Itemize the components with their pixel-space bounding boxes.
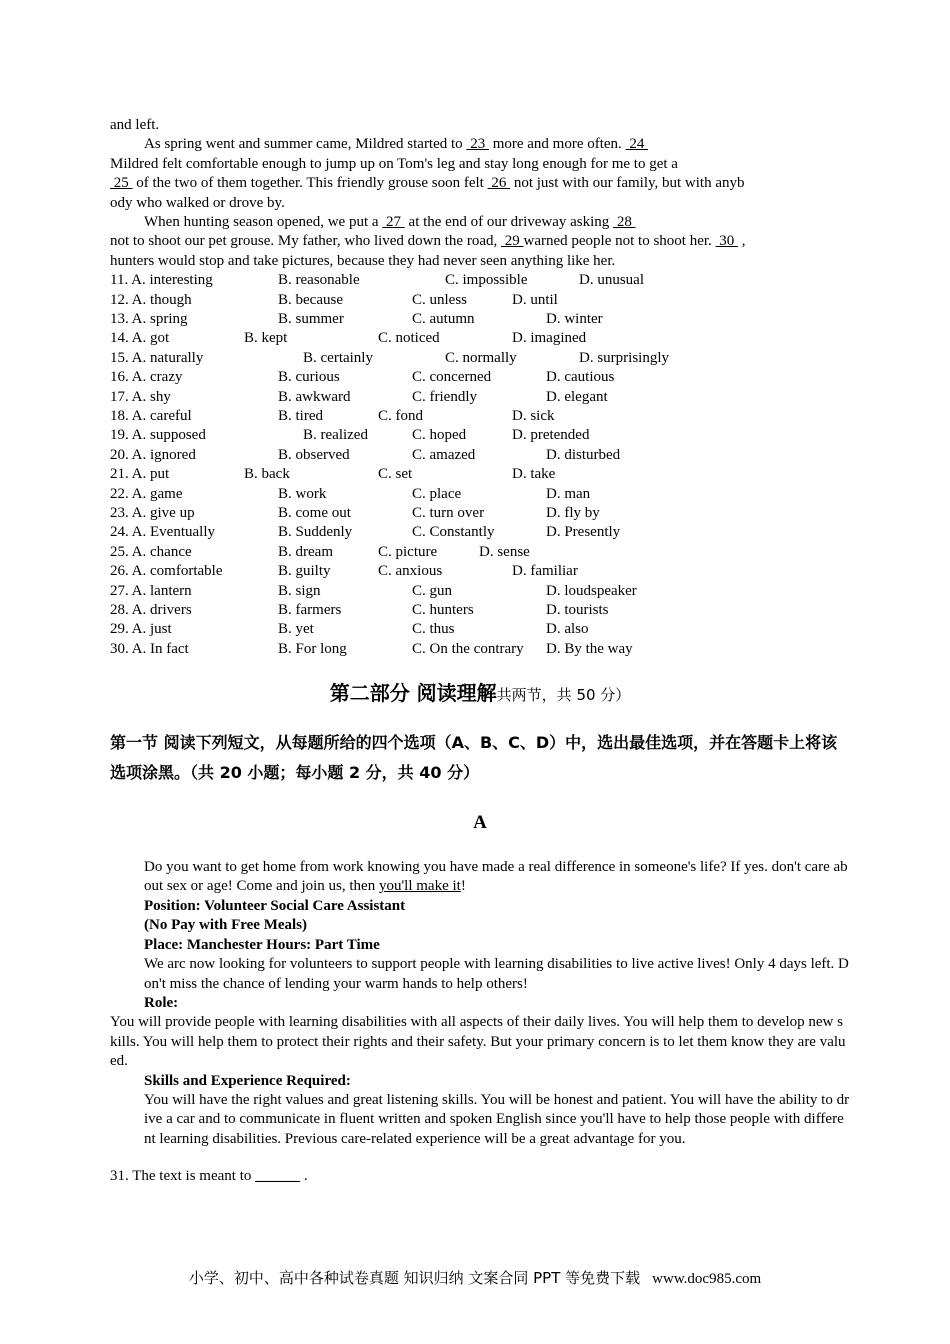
answer-blank: ______ [255,1168,301,1185]
pay-line: (No Pay with Free Meals) [144,917,308,934]
option-b: B. curious [278,369,340,386]
skills-heading: Skills and Experience Required: [144,1072,351,1089]
option-c: C. place [412,485,462,502]
option-b: B. come out [278,504,351,521]
option-row [110,388,850,407]
cloze-line: When hunting season opened, we put a 27 at the end of our driveway asking 28 [144,214,636,231]
option-c: C. picture [378,543,438,560]
option-a: 21. A. put [110,466,170,483]
blank-26: 26 [487,175,511,192]
option-c: C. anxious [378,563,443,580]
option-a: 13. A. spring [110,311,188,328]
option-d: D. until [512,291,558,308]
intro-underlined-phrase: you'll make it [378,878,461,895]
option-a: 15. A. naturally [110,349,204,366]
blank-30: 30 [715,233,739,250]
option-c: C. friendly [412,388,477,405]
option-b: B. tired [278,407,323,424]
option-row [110,465,850,484]
option-b: B. back [244,466,290,483]
options-list [110,271,850,659]
option-b: B. realized [303,427,368,444]
footer-site: www.doc985.com [652,1271,762,1287]
option-b: B. because [278,291,343,308]
option-row [110,310,850,329]
option-row [110,446,850,465]
option-row [110,601,850,620]
option-d: D. loudspeaker [546,582,637,599]
option-d: D. cautious [546,369,615,386]
passage-paragraph: We arc now looking for volunteers to support people with learning disabilities to live active lives! Only 4 days left. Don't miss the chance of lending your warm hands to help others! [144,956,849,992]
option-b: B. observed [278,446,350,463]
option-a: 18. A. careful [110,407,192,424]
option-c: C. unless [412,291,468,308]
option-row [110,329,850,348]
option-c: C. thus [412,621,455,638]
blank-28: 28 [613,214,636,231]
cloze-line: ody who walked or drove by. [110,194,285,211]
option-d: D. By the way [546,640,633,657]
option-c: C. turn over [412,504,485,521]
section-instructions: 第一节 阅读下列短文，从每题所给的四个选项（A、B、C、D）中，选出最佳选项，并在答题卡上将该选项涂黑。（共 20 小题；每小题 2 分，共 40 分） [110,733,838,783]
option-a: 11. A. interesting [110,272,213,289]
role-heading: Role: [144,994,179,1011]
question-31: 31. The text is meant to ______ . [110,1168,308,1185]
option-a: 28. A. drivers [110,601,192,618]
option-b: B. dream [278,543,333,560]
option-row [110,620,850,639]
option-b: B. guilty [278,563,331,580]
footer [0,1267,950,1288]
option-c: C. impossible [445,272,528,289]
option-c: C. normally [445,349,517,366]
option-d: D. man [546,485,591,502]
exam-page [110,116,850,1187]
option-row [110,543,850,562]
option-row [110,271,850,290]
option-b: B. certainly [303,349,373,366]
option-a: 12. A. though [110,291,192,308]
blank-24: 24 [625,136,649,153]
option-b: B. kept [244,330,288,347]
option-d: D. Presently [546,524,621,541]
option-a: 22. A. game [110,485,183,502]
option-row [110,640,850,659]
option-a: 16. A. crazy [110,369,183,386]
option-d: D. pretended [512,427,590,444]
passage-intro: Do you want to get home from work knowing you have made a real difference in someone's life? If yes. don't care about sex or age! Come and join us, then you'll make it! [144,859,848,895]
cloze-top-line: and left. [110,117,160,133]
option-c: C. amazed [412,446,476,463]
option-row [110,562,850,581]
option-b: B. Suddenly [278,524,353,541]
option-c: C. hunters [412,601,474,618]
section-title: 第二部分 阅读理解共两节，共 50 分） [329,681,631,706]
option-b: B. yet [278,621,314,638]
cloze-line: hunters would stop and take pictures, because they had never seen anything like her. [110,252,616,269]
option-d: D. unusual [579,272,644,289]
option-c: C. fond [378,407,423,424]
option-row [110,523,850,542]
option-c: C. Constantly [412,524,495,541]
option-a: 25. A. chance [110,543,192,560]
option-c: C. set [378,466,413,483]
option-b: B. summer [278,311,344,328]
footer-text: 小学、初中、高中各种试卷真题 知识归纳 文案合同 PPT 等免费下载 [188,1269,641,1287]
option-a: 23. A. give up [110,504,195,521]
cloze-line: 25 of the two of them together. This friendly grouse soon felt 26 not just with our family, but with anyb [110,175,745,192]
option-d: D. tourists [546,601,609,618]
option-c: C. autumn [412,311,475,328]
option-b: B. For long [278,640,347,657]
option-row [110,582,850,601]
option-a: 17. A. shy [110,388,171,405]
position-line: Position: Volunteer Social Care Assistant [144,897,406,914]
place-line: Place: Manchester Hours: Part Time [144,936,380,953]
option-b: B. awkward [278,388,351,405]
cloze-line: not to shoot our pet grouse. My father, who lived down the road, 29 warned people not to shoot her. 30 , [110,233,746,250]
option-b: B. reasonable [278,272,360,289]
blank-29: 29 [501,233,524,250]
blank-27: 27 [382,214,405,231]
cloze-line: Mildred felt comfortable enough to jump up on Tom's leg and stay long enough for me to get a [110,155,678,172]
option-a: 20. A. ignored [110,446,196,463]
option-a: 24. A. Eventually [110,524,215,541]
cloze-line: As spring went and summer came, Mildred started to 23 more and more often. 24 [144,136,649,153]
option-row [110,349,850,368]
option-c: C. concerned [412,369,492,386]
option-d: D. also [546,621,589,638]
option-d: D. sick [512,407,555,424]
option-c: C. gun [412,582,453,599]
option-b: B. work [278,485,327,502]
option-d: D. familiar [512,563,578,580]
blank-23: 23 [466,136,489,153]
option-row [110,407,850,426]
blank-25: 25 [110,175,133,192]
role-paragraph: You will provide people with learning disabilities with all aspects of their daily lives. You will help them to develop new skills. You will help them to protect their rights and their safety. But your primary concern is to let them know they are valued. [110,1014,846,1070]
option-a: 19. A. supposed [110,427,206,444]
option-c: C. On the contrary [412,640,524,657]
option-d: D. take [512,466,556,483]
option-d: D. surprisingly [579,349,669,366]
option-b: B. sign [278,582,321,599]
option-c: C. hoped [412,427,467,444]
option-d: D. fly by [546,504,600,521]
option-d: D. disturbed [546,446,621,463]
option-d: D. winter [546,311,603,328]
option-row [110,291,850,310]
option-b: B. farmers [278,601,342,618]
passage-label: A [473,812,487,834]
skills-paragraph: You will have the right values and great listening skills. You will be honest and patient. You will have the ability to drive a car and to communicate in fluent written and spoken English since you'll have to help those people with different learning disabilities. Previous care-related experience will be a great advantage for you. [144,1091,850,1147]
option-row [110,485,850,504]
option-d: D. imagined [512,330,587,347]
option-c: C. noticed [378,330,440,347]
option-a: 27. A. lantern [110,582,192,599]
option-a: 30. A. In fact [110,640,189,657]
option-a: 14. A. got [110,330,170,347]
option-row [110,504,850,523]
option-a: 29. A. just [110,621,172,638]
option-d: D. elegant [546,388,608,405]
option-row [110,426,850,445]
option-row [110,368,850,387]
option-a: 26. A. comfortable [110,563,223,580]
option-d: D. sense [479,543,530,560]
